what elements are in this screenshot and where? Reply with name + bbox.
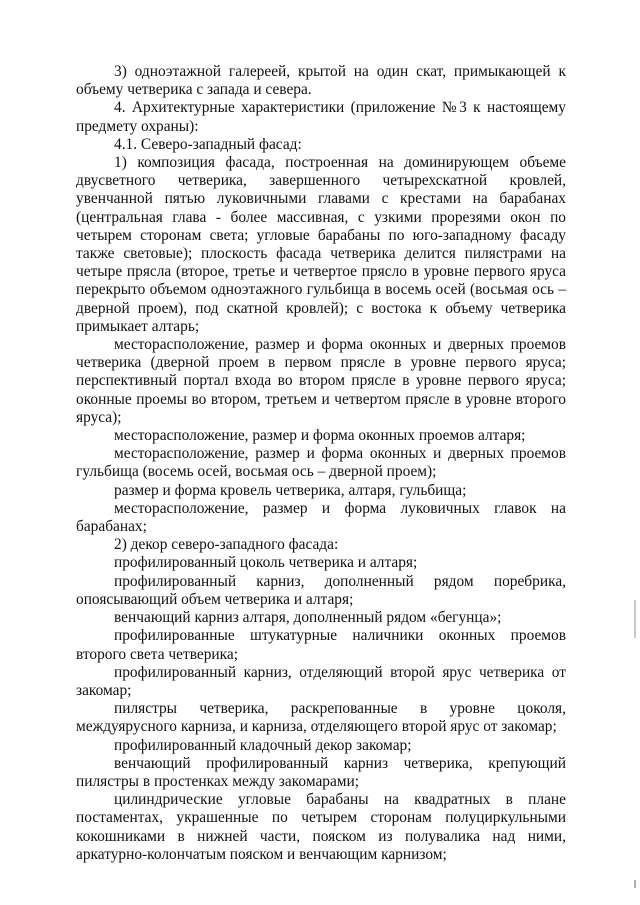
paragraph-zakomar-decor: профилированный кладочный декор закомар;: [114, 736, 412, 754]
paragraph-plinth: профилированный цоколь четверика и алтаря;: [114, 554, 418, 572]
paragraph-architectural-characteristics: 4. Архитектурные характеристики (приложение №3 к настоящему предмету охраны):: [76, 99, 566, 135]
paragraph-altar-cornice: венчающий карниз алтаря, дополненный рядом «бегунца»;: [114, 609, 502, 627]
document-body: [76, 63, 566, 864]
paragraph-altar-windows: месторасположение, размер и форма оконных проемов алтаря;: [114, 427, 526, 445]
paragraph-drums: цилиндрические угловые барабаны на квадратных в плане постаментах, украшенные по четырем сторонам полуциркульными кокошниками в нижней части, пояском из полувалика над ними, аркатурно-колончатым пояском и венчающим карнизом;: [76, 791, 566, 863]
scan-edge-mark: [634, 600, 636, 638]
paragraph-galleries: 3) одноэтажной галереей, крытой на один скат, примыкающей к объему четверика с запада и севера.: [76, 63, 566, 99]
paragraph-roofs: размер и форма кровель четверика, алтаря, гульбища;: [114, 481, 467, 499]
paragraph-domes: месторасположение, размер и форма луковичных главок на барабанах;: [76, 499, 566, 536]
paragraph-crowning-cornice: венчающий профилированный карниз четверика, крепующий пилястры в простенках между закомарами;: [76, 754, 566, 790]
paragraph-quadrangle-openings: месторасположение, размер и форма оконных и дверных проемов четверика (дверной проем в первом прясле в уровне первого яруса; перспективный портал входа во втором прясле в уровне первого яруса; оконные проемы во втором, третьем и четвертом прясле в уровне второго яруса);: [76, 336, 566, 426]
paragraph-gallery-openings: месторасположение, размер и форма оконных и дверных проемов гульбища (восемь осей, восьмая ось – дверной проем);: [76, 445, 566, 481]
paragraph-window-surrounds: профилированные штукатурные наличники оконных проемов второго света четверика;: [76, 627, 566, 663]
paragraph-facade-composition: 1) композиция фасада, построенная на доминирующем объеме двусветного четверика, завершенного четырехскатной кровлей, увенчанной пятью луковичными главами с крестами на барабанах (центральная глава - более массивная, с узкими прорезями окон по четырем сторонам света; угловые барабаны по юго-западному фасаду также световые); плоскость фасада четверика делится пилястрами на четыре прясла (второе, третье и четвертое прясло в уровне первого яруса перекрыто объемом одноэтажного гульбища в восемь осей (восьмая ось – дверной проем), под скатной кровлей); с востока к объему четверика примыкает алтарь;: [76, 154, 566, 335]
paragraph-zakomar-cornice: профилированный карниз, отделяющий второй ярус четверика от закомар;: [76, 663, 566, 699]
paragraph-northwest-facade: 4.1. Северо-западный фасад:: [114, 135, 302, 153]
paragraph-decor-heading: 2) декор северо-западного фасада:: [114, 536, 339, 554]
scan-edge-mark: [634, 880, 636, 888]
paragraph-pilasters: пилястры четверика, раскрепованные в уровне цоколя, междуярусного карниза, и карниза, отделяющего второй ярус от закомар;: [76, 700, 566, 736]
paragraph-cornice-brickwork: профилированный карниз, дополненный рядом поребрика, опоясывающий объем четверика и алтаря;: [76, 572, 566, 608]
